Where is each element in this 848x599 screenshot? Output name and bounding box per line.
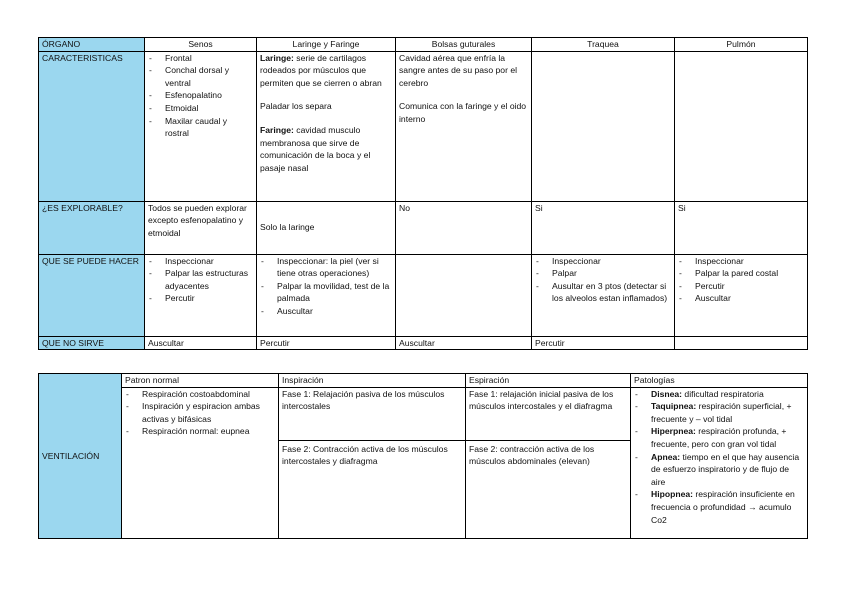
list-item: - Ausultar en 3 ptos (detectar si los alveolos estan inflamados) — [535, 280, 671, 305]
list-item — [634, 451, 804, 489]
cell-espiracion — [466, 387, 631, 538]
cell-senos-no-sirve: Auscultar — [145, 336, 257, 350]
ventilation-header — [39, 374, 808, 388]
cell-bolsas-caracteristicas — [396, 51, 532, 201]
row-no-sirve — [39, 336, 808, 350]
cell-pulmon-que-hacer — [675, 254, 808, 336]
cell-laringe-no-sirve: Percutir — [257, 336, 396, 350]
cell-bolsas-no-sirve: Auscultar — [396, 336, 532, 350]
list-item: - Frontal — [148, 52, 253, 65]
cell-pulmon-caracteristicas — [675, 51, 808, 201]
cell-bolsas-que-hacer — [396, 254, 532, 336]
pathology-term: Hiperpnea: — [651, 426, 696, 437]
cell-laringe-caracteristicas — [257, 51, 396, 201]
paladar-text: Paladar los separa — [260, 101, 332, 112]
ventilation-label: VENTILACIÓN — [39, 374, 122, 539]
header-inspiracion: Inspiración — [279, 374, 466, 388]
laringe-desc: serie de cartilagos rodeados por músculos que permiten que se cierren o abran — [260, 52, 382, 88]
pathology-term: Hipopnea: — [651, 489, 694, 500]
row-label: QUE SE PUEDE HACER — [39, 254, 145, 336]
list-item: - Auscultar — [678, 292, 804, 305]
list-item: - Inspeccionar: la piel (ver si tiene otras operaciones) — [260, 255, 392, 280]
faringe-term: Faringe: — [260, 124, 294, 135]
list-item — [634, 388, 804, 401]
pathology-desc: respiración insuficiente en frecuencia o profundidad → acumulo Co2 — [651, 489, 795, 525]
cell-senos-explorable: Todos se pueden explorar excepto esfenopalatino y etmoidal — [145, 201, 257, 254]
row-que-hacer — [39, 254, 808, 336]
row-label: QUE NO SIRVE — [39, 336, 145, 350]
cell-patron — [122, 387, 279, 538]
laringe-term: Laringe: — [260, 52, 294, 63]
cell-pulmon-explorable: Si — [675, 201, 808, 254]
laringe-paragraph — [260, 52, 392, 90]
pathology-desc: tiempo en el que hay ausencia de esfuerzo inspiratorio y de flujo de aire — [651, 451, 800, 487]
cell-laringe-explorable: Solo la laringe — [257, 201, 396, 254]
cell-pulmon-no-sirve — [675, 336, 808, 350]
list-item: - Maxilar caudal y rostral — [148, 115, 253, 140]
header-laringe: Laringe y Faringe — [257, 38, 396, 52]
list-item: - Conchal dorsal y ventral — [148, 64, 253, 89]
cell-laringe-que-hacer — [257, 254, 396, 336]
list-item: - Percutir — [148, 292, 253, 305]
list-item: - Esfenopalatino — [148, 89, 253, 102]
espiracion-fase1: Fase 1: relajación inicial pasiva de los músculos intercostales y el diafragma — [466, 388, 630, 441]
list-item: - Inspeccionar — [148, 255, 253, 268]
pathology-term: Disnea: — [651, 388, 683, 399]
list-item: - Inspeccionar — [678, 255, 804, 268]
cell-senos-caracteristicas — [145, 51, 257, 201]
cell-patologias — [631, 387, 808, 538]
faringe-desc: cavidad musculo membranosa que sirve de comunicación de la boca y el pasaje nasal — [260, 124, 371, 173]
list-item — [634, 488, 804, 526]
cell-traquea-caracteristicas — [532, 51, 675, 201]
pathology-term: Taquipnea: — [651, 401, 697, 412]
cell-bolsas-explorable: No — [396, 201, 532, 254]
cell-traquea-no-sirve: Percutir — [532, 336, 675, 350]
header-pulmon: Pulmón — [675, 38, 808, 52]
bolsas-text-1: Cavidad aérea que enfría la sangre antes de su paso por el cerebro — [399, 52, 518, 88]
pathology-desc: respiración profunda, + frecuente, pero con gran vol tidal — [651, 426, 787, 449]
list-item: - Inspiración y espiracion ambas activas y bifásicas — [125, 400, 275, 425]
list-item: - Palpar la movilidad, test de la palmada — [260, 280, 392, 305]
row-label: CARACTERISTICAS — [39, 51, 145, 201]
espiracion-fase2: Fase 2: contracción activa de los músculos abdominales (elevan) — [469, 443, 595, 467]
organ-table-header — [39, 38, 808, 52]
list-item: - Percutir — [678, 280, 804, 293]
cell-traquea-explorable: Si — [532, 201, 675, 254]
pathology-desc: dificultad respiratoria — [682, 388, 764, 399]
header-senos: Senos — [145, 38, 257, 52]
list-item: - Respiración normal: eupnea — [125, 425, 275, 438]
cell-inspiracion — [279, 387, 466, 538]
pathology-term: Apnea: — [651, 451, 681, 462]
inspiracion-fase2: Fase 2: Contracción activa de los músculos intercostales y diafragma — [282, 443, 448, 467]
cell-senos-que-hacer — [145, 254, 257, 336]
list-item: - Auscultar — [260, 305, 392, 318]
row-explorable — [39, 201, 808, 254]
list-item: - Palpar la pared costal — [678, 267, 804, 280]
list-item — [634, 400, 804, 425]
ventilation-body — [39, 387, 808, 538]
header-patron: Patron normal — [122, 374, 279, 388]
ventilation-table — [38, 373, 808, 539]
inspiracion-fase1: Fase 1: Relajación pasiva de los músculos intercostales — [279, 388, 465, 441]
header-patologias: Patologías — [631, 374, 808, 388]
list-item: - Etmoidal — [148, 102, 253, 115]
list-item: - Respiración costoabdominal — [125, 388, 275, 401]
header-traquea: Traquea — [532, 38, 675, 52]
cell-traquea-que-hacer — [532, 254, 675, 336]
header-espiracion: Espiración — [466, 374, 631, 388]
list-item: - Inspeccionar — [535, 255, 671, 268]
header-organo: ÓRGANO — [39, 38, 145, 52]
header-bolsas: Bolsas guturales — [396, 38, 532, 52]
row-caracteristicas — [39, 51, 808, 201]
row-label: ¿ES EXPLORABLE? — [39, 201, 145, 254]
faringe-paragraph — [260, 124, 392, 174]
list-item: - Palpar — [535, 267, 671, 280]
bolsas-text-2: Comunica con la faringe y el oido interno — [399, 101, 527, 124]
pathology-desc: respiración superficial, + frecuente y – vol tidal — [651, 401, 792, 424]
organ-table — [38, 37, 808, 350]
list-item: - Palpar las estructuras adyacentes — [148, 267, 253, 292]
list-item — [634, 425, 804, 450]
